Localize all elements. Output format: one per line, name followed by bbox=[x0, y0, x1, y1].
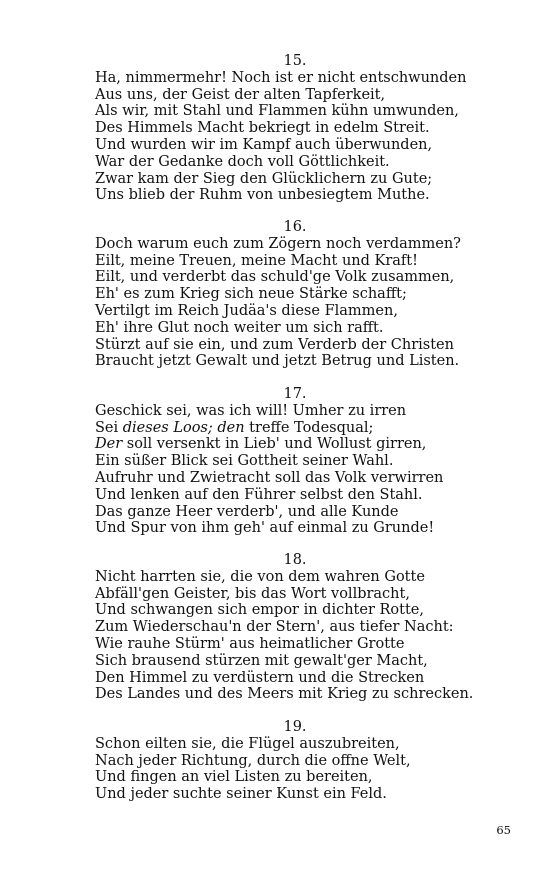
verse-line: Aus uns, der Geist der alten Tapferkeit, bbox=[95, 86, 386, 103]
verse-line: Das ganze Heer verderb', und alle Kunde bbox=[95, 503, 399, 520]
stanza-18 bbox=[95, 552, 495, 703]
verse-text-italic: Der bbox=[95, 436, 123, 453]
verse-line: Eh' es zum Krieg sich neue Stärke schafft; bbox=[95, 286, 407, 303]
verse-text-italic: dieses Loos; den bbox=[122, 419, 245, 436]
verse-line: Sich brausend stürzen mit gewalt'ger Macht, bbox=[95, 652, 428, 669]
stanza-lines bbox=[95, 736, 495, 803]
verse-line: Uns blieb der Ruhm von unbesiegtem Muthe. bbox=[95, 187, 430, 204]
verse-line: Zwar kam der Sieg den Glücklichern zu Gute; bbox=[95, 170, 433, 187]
verse-line: Braucht jetzt Gewalt und jetzt Betrug und Listen. bbox=[95, 353, 460, 370]
verse-line: Eilt, meine Treuen, meine Macht und Kraft! bbox=[95, 252, 418, 269]
verse-line: Den Himmel zu verdüstern und die Strecken bbox=[95, 669, 425, 686]
verse-line: Abfäll'gen Geister, bis das Wort vollbracht, bbox=[95, 585, 410, 602]
stanza-number: 17. bbox=[283, 386, 307, 402]
stanza-16 bbox=[95, 219, 495, 370]
verse-line: Des Himmels Macht bekriegt in edelm Streit. bbox=[95, 120, 430, 137]
verse-text: Sei bbox=[95, 419, 123, 436]
verse-line: Und Spur von ihm geh' auf einmal zu Grunde! bbox=[95, 520, 435, 537]
verse-line: Ein süßer Blick sei Gottheit seiner Wahl. bbox=[95, 453, 394, 470]
stanza-number: 16. bbox=[283, 219, 307, 235]
verse-line: Des Landes und des Meers mit Krieg zu schrecken. bbox=[95, 686, 474, 703]
stanza-17 bbox=[95, 386, 495, 537]
verse-line: Wie rauhe Stürm' aus heimatlicher Grotte bbox=[95, 635, 405, 652]
verse-line: Und lenken auf den Führer selbst den Stahl. bbox=[95, 486, 423, 503]
stanza-number: 19. bbox=[283, 719, 307, 735]
verse-line: War der Gedanke doch voll Göttlichkeit. bbox=[95, 153, 390, 170]
verse-line: Und schwangen sich empor in dichter Rotte, bbox=[95, 602, 424, 619]
verse-line: Stürzt auf sie ein, und zum Verderb der Christen bbox=[95, 336, 454, 353]
verse-line: Als wir, mit Stahl und Flammen kühn umwunden, bbox=[95, 103, 459, 120]
verse-line: Vertilgt im Reich Judäa's diese Flammen, bbox=[95, 302, 398, 319]
verse-line: Eh' ihre Glut noch weiter um sich rafft. bbox=[95, 319, 384, 336]
verse-line: Und wurden wir im Kampf auch überwunden, bbox=[95, 136, 433, 153]
stanza-number: 15. bbox=[283, 53, 307, 69]
verse-line: Nach jeder Richtung, durch die offne Welt, bbox=[95, 752, 411, 769]
verse-line bbox=[95, 420, 495, 437]
stanza-number: 18. bbox=[283, 552, 307, 568]
page-number: 65 bbox=[496, 823, 511, 837]
verse-line: Doch warum euch zum Zögern noch verdammen? bbox=[95, 235, 461, 252]
stanza-lines bbox=[95, 569, 495, 703]
stanza-19 bbox=[95, 719, 495, 803]
verse-text: treffe Todesqual; bbox=[244, 419, 374, 436]
verse-text: soll versenkt in Lieb' und Wollust girren, bbox=[122, 436, 427, 453]
verse-line: Ha, nimmermehr! Noch ist er nicht entschwunden bbox=[95, 69, 467, 86]
stanza-lines bbox=[95, 403, 495, 537]
verse-line: Nicht harrten sie, die von dem wahren Gotte bbox=[95, 568, 425, 585]
verse-line: Eilt, und verderbt das schuld'ge Volk zusammen, bbox=[95, 269, 455, 286]
verse-line: Und jeder suchte seiner Kunst ein Feld. bbox=[95, 786, 387, 803]
verse-line: Und fingen an viel Listen zu bereiten, bbox=[95, 769, 373, 786]
verse-line: Aufruhr und Zwietracht soll das Volk verwirren bbox=[95, 469, 444, 486]
stanza-lines bbox=[95, 70, 495, 204]
verse-line: Geschick sei, was ich will! Umher zu irren bbox=[95, 402, 407, 419]
stanza-lines bbox=[95, 236, 495, 370]
verse-line: Schon eilten sie, die Flügel auszubreiten, bbox=[95, 735, 400, 752]
verse-line: Zum Wiederschau'n der Stern', aus tiefer Nacht: bbox=[95, 619, 454, 636]
verse-line bbox=[95, 436, 495, 453]
stanza-15 bbox=[95, 53, 495, 204]
